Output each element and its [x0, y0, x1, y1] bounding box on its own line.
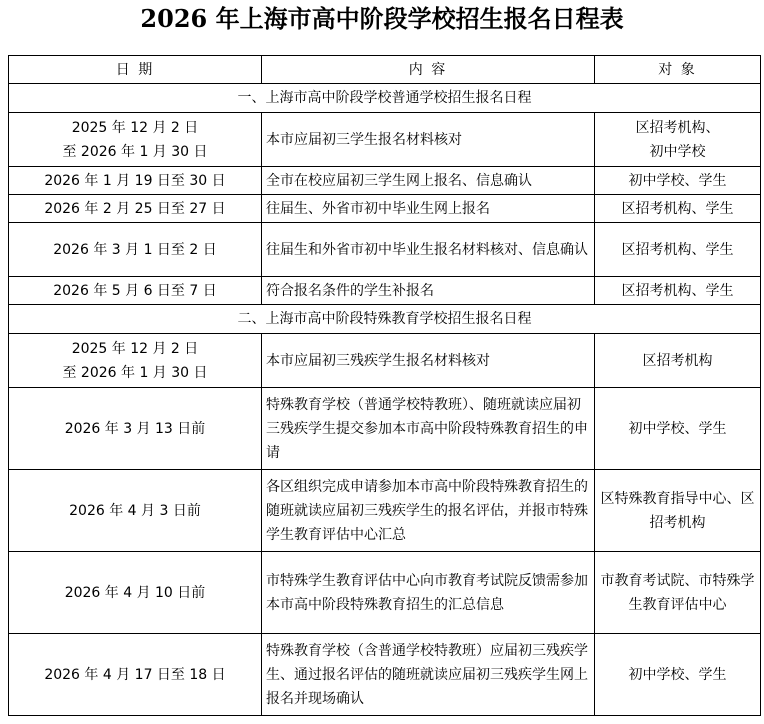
section-heading: 一、上海市高中阶段学校普通学校招生报名日程 [9, 84, 761, 113]
content-cell: 本市应届初三学生报名材料核对 [262, 113, 595, 167]
target-cell: 区招考机构、 初中学校 [595, 113, 761, 167]
table-row [9, 552, 761, 634]
date-cell: 2025 年 12 月 2 日 至 2026 年 1 月 30 日 [9, 334, 262, 388]
page-title: 2026 年上海市高中阶段学校招生报名日程表 [140, 4, 624, 33]
table-row [9, 470, 761, 552]
date-cell: 2026 年 3 月 13 日前 [9, 388, 262, 470]
table-row [9, 223, 761, 277]
column-header-target: 对 象 [595, 56, 761, 84]
column-header-content: 内 容 [262, 56, 595, 84]
section-heading: 二、上海市高中阶段特殊教育学校招生报名日程 [9, 305, 761, 334]
table-row [9, 277, 761, 305]
target-cell: 初中学校、学生 [595, 388, 761, 470]
table-row [9, 634, 761, 716]
target-cell: 区招考机构 [595, 334, 761, 388]
date-cell: 2026 年 2 月 25 日至 27 日 [9, 195, 262, 223]
target-cell: 区特殊教育指导中心、区招考机构 [595, 470, 761, 552]
date-cell: 2026 年 4 月 17 日至 18 日 [9, 634, 262, 716]
content-cell: 本市应届初三残疾学生报名材料核对 [262, 334, 595, 388]
table-row [9, 195, 761, 223]
date-cell: 2026 年 1 月 19 日至 30 日 [9, 167, 262, 195]
target-cell: 初中学校、学生 [595, 167, 761, 195]
content-cell: 往届生、外省市初中毕业生网上报名 [262, 195, 595, 223]
table-row [9, 113, 761, 167]
date-cell: 2026 年 4 月 3 日前 [9, 470, 262, 552]
target-cell: 市教育考试院、市特殊学生教育评估中心 [595, 552, 761, 634]
section-heading-row [9, 305, 761, 334]
date-cell: 2026 年 5 月 6 日至 7 日 [9, 277, 262, 305]
target-cell: 区招考机构、学生 [595, 195, 761, 223]
content-cell: 特殊教育学校（含普通学校特教班）应届初三残疾学生、通过报名评估的随班就读应届初三残疾学生网上报名并现场确认 [262, 634, 595, 716]
section-heading-row [9, 84, 761, 113]
date-cell: 2025 年 12 月 2 日 至 2026 年 1 月 30 日 [9, 113, 262, 167]
content-cell: 市特殊学生教育评估中心向市教育考试院反馈需参加本市高中阶段特殊教育招生的汇总信息 [262, 552, 595, 634]
target-cell: 区招考机构、学生 [595, 277, 761, 305]
column-header-date: 日 期 [9, 56, 262, 84]
content-cell: 符合报名条件的学生补报名 [262, 277, 595, 305]
table-row [9, 334, 761, 388]
target-cell: 区招考机构、学生 [595, 223, 761, 277]
content-cell: 往届生和外省市初中毕业生报名材料核对、信息确认 [262, 223, 595, 277]
date-cell: 2026 年 3 月 1 日至 2 日 [9, 223, 262, 277]
content-cell: 全市在校应届初三学生网上报名、信息确认 [262, 167, 595, 195]
table-row [9, 167, 761, 195]
table-header-row [9, 56, 761, 84]
schedule-table [8, 55, 761, 716]
content-cell: 各区组织完成申请参加本市高中阶段特殊教育招生的随班就读应届初三残疾学生的报名评估，并报市特殊学生教育评估中心汇总 [262, 470, 595, 552]
content-cell: 特殊教育学校（普通学校特教班）、随班就读应届初三残疾学生提交参加本市高中阶段特殊教育招生的申请 [262, 388, 595, 470]
target-cell: 初中学校、学生 [595, 634, 761, 716]
date-cell: 2026 年 4 月 10 日前 [9, 552, 262, 634]
table-row [9, 388, 761, 470]
